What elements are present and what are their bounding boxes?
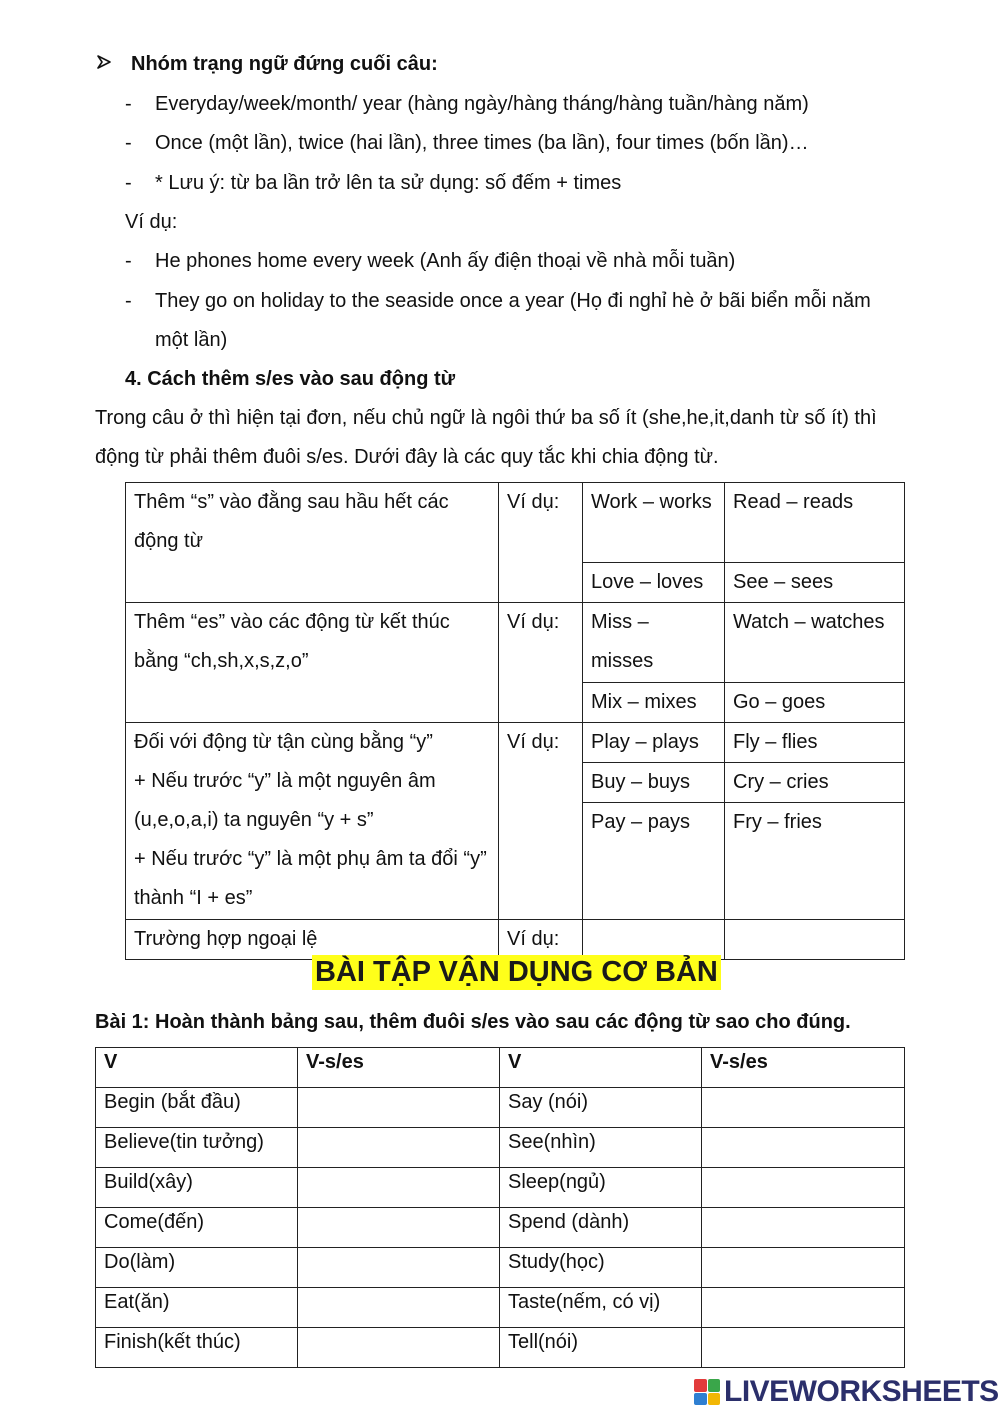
example-label: Ví dụ: bbox=[125, 211, 178, 233]
verb-cell: Build(xây) bbox=[96, 1168, 298, 1208]
column-header: V bbox=[96, 1048, 298, 1088]
answer-cell[interactable] bbox=[298, 1168, 500, 1208]
example-item: They go on holiday to the seaside once a year (Họ đi nghỉ hè ở bãi biển mỗi năm bbox=[155, 290, 871, 312]
verb-cell: Believe(tin tưởng) bbox=[96, 1128, 298, 1168]
verb-cell: Come(đến) bbox=[96, 1208, 298, 1248]
verb-pair-cell: Pay – pays bbox=[583, 803, 725, 920]
answer-cell[interactable] bbox=[702, 1288, 905, 1328]
list-dash: - bbox=[125, 290, 132, 312]
list-dash: - bbox=[125, 172, 132, 194]
empty-cell bbox=[725, 920, 905, 960]
verb-pair-cell: Play – plays bbox=[583, 723, 725, 763]
answer-cell[interactable] bbox=[298, 1088, 500, 1128]
verb-cell: Sleep(ngủ) bbox=[500, 1168, 702, 1208]
rule-3-line: Đối với động từ tận cùng bằng “y” bbox=[134, 731, 433, 753]
answer-cell[interactable] bbox=[298, 1288, 500, 1328]
verb-cell: Taste(nếm, có vị) bbox=[500, 1288, 702, 1328]
adverb-group-title: Nhóm trạng ngữ đứng cuối câu: bbox=[131, 53, 438, 75]
table-row bbox=[96, 1128, 905, 1168]
list-dash: - bbox=[125, 132, 132, 154]
example-label-cell: Ví dụ: bbox=[499, 723, 583, 920]
verb-cell: Spend (dành) bbox=[500, 1208, 702, 1248]
verb-pair-cell: Work – works bbox=[583, 483, 725, 563]
answer-cell[interactable] bbox=[702, 1248, 905, 1288]
example-item-continued: một lần) bbox=[155, 329, 228, 351]
table-row bbox=[96, 1328, 905, 1368]
column-header: V-s/es bbox=[702, 1048, 905, 1088]
rules-table bbox=[125, 482, 905, 960]
example-label-cell: Ví dụ: bbox=[499, 603, 583, 723]
verb-cell: See(nhìn) bbox=[500, 1128, 702, 1168]
rule-2-cell: Thêm “es” vào các động từ kết thúc bằng “ch,sh,x,s,z,o” bbox=[126, 603, 499, 723]
verb-pair-cell: Mix – mixes bbox=[583, 683, 725, 723]
table-row bbox=[96, 1088, 905, 1128]
table-row bbox=[96, 1288, 905, 1328]
verb-pair-cell: Love – loves bbox=[583, 563, 725, 603]
verb-cell: Study(học) bbox=[500, 1248, 702, 1288]
answer-cell[interactable] bbox=[702, 1088, 905, 1128]
example-item: He phones home every week (Anh ấy điện thoại về nhà mỗi tuần) bbox=[155, 250, 736, 272]
list-item: Everyday/week/month/ year (hàng ngày/hàng tháng/hàng tuần/hàng năm) bbox=[155, 93, 809, 115]
exercise-1-title: Bài 1: Hoàn thành bảng sau, thêm đuôi s/es vào sau các động từ sao cho đúng. bbox=[95, 1011, 851, 1033]
table-row bbox=[96, 1168, 905, 1208]
column-header: V-s/es bbox=[298, 1048, 500, 1088]
column-header: V bbox=[500, 1048, 702, 1088]
section-4-intro-line-2: động từ phải thêm đuôi s/es. Dưới đây là các quy tắc khi chia động từ. bbox=[95, 446, 719, 468]
list-item: * Lưu ý: từ ba lần trở lên ta sử dụng: số đếm + times bbox=[155, 172, 622, 194]
verb-pair-cell: Cry – cries bbox=[725, 763, 905, 803]
answer-cell[interactable] bbox=[298, 1328, 500, 1368]
empty-cell bbox=[583, 920, 725, 960]
liveworksheets-mark-icon bbox=[694, 1379, 720, 1405]
rule-3-line: + Nếu trước “y” là một nguyên âm (u,e,o,a,i) ta nguyên “y + s” bbox=[134, 770, 436, 831]
liveworksheets-logo bbox=[694, 1376, 999, 1408]
verb-pair-cell: See – sees bbox=[725, 563, 905, 603]
verb-pair-cell: Watch – watches bbox=[725, 603, 905, 683]
verb-pair-cell: Fry – fries bbox=[725, 803, 905, 920]
table-row bbox=[96, 1208, 905, 1248]
answer-cell[interactable] bbox=[702, 1168, 905, 1208]
answer-cell[interactable] bbox=[298, 1248, 500, 1288]
verb-cell: Eat(ăn) bbox=[96, 1288, 298, 1328]
list-dash: - bbox=[125, 250, 132, 272]
answer-cell[interactable] bbox=[298, 1128, 500, 1168]
answer-cell[interactable] bbox=[298, 1208, 500, 1248]
list-item: Once (một lần), twice (hai lần), three times (ba lần), four times (bốn lần)… bbox=[155, 132, 809, 154]
section-4-intro-line-1: Trong câu ở thì hiện tại đơn, nếu chủ ngữ là ngôi thứ ba số ít (she,he,it,danh từ số ít) thì bbox=[95, 407, 877, 429]
verb-table bbox=[95, 1047, 905, 1368]
verb-cell: Finish(kết thúc) bbox=[96, 1328, 298, 1368]
arrow-bullet-icon bbox=[96, 54, 112, 70]
rule-3-line: + Nếu trước “y” là một phụ âm ta đổi “y” thành “I + es” bbox=[134, 848, 487, 909]
table-row bbox=[96, 1248, 905, 1288]
example-label-cell: Ví dụ: bbox=[499, 920, 583, 960]
rule-4-cell: Trường hợp ngoại lệ bbox=[126, 920, 499, 960]
verb-pair-cell: Buy – buys bbox=[583, 763, 725, 803]
answer-cell[interactable] bbox=[702, 1128, 905, 1168]
verb-pair-cell: Fly – flies bbox=[725, 723, 905, 763]
verb-pair-cell: Miss – misses bbox=[583, 603, 725, 683]
verb-pair-cell: Go – goes bbox=[725, 683, 905, 723]
list-dash: - bbox=[125, 93, 132, 115]
rule-1-cell: Thêm “s” vào đằng sau hầu hết các động từ bbox=[126, 483, 499, 603]
verb-cell: Tell(nói) bbox=[500, 1328, 702, 1368]
verb-pair-cell: Read – reads bbox=[725, 483, 905, 563]
answer-cell[interactable] bbox=[702, 1208, 905, 1248]
rule-3-cell bbox=[126, 723, 499, 920]
answer-cell[interactable] bbox=[702, 1328, 905, 1368]
exercise-heading: BÀI TẬP VẬN DỤNG CƠ BẢN bbox=[312, 955, 721, 990]
example-label-cell: Ví dụ: bbox=[499, 483, 583, 603]
brand-name: LIVEWORKSHEETS bbox=[724, 1375, 999, 1408]
verb-cell: Do(làm) bbox=[96, 1248, 298, 1288]
section-4-title: 4. Cách thêm s/es vào sau động từ bbox=[125, 368, 456, 390]
verb-cell: Begin (bắt đầu) bbox=[96, 1088, 298, 1128]
verb-cell: Say (nói) bbox=[500, 1088, 702, 1128]
